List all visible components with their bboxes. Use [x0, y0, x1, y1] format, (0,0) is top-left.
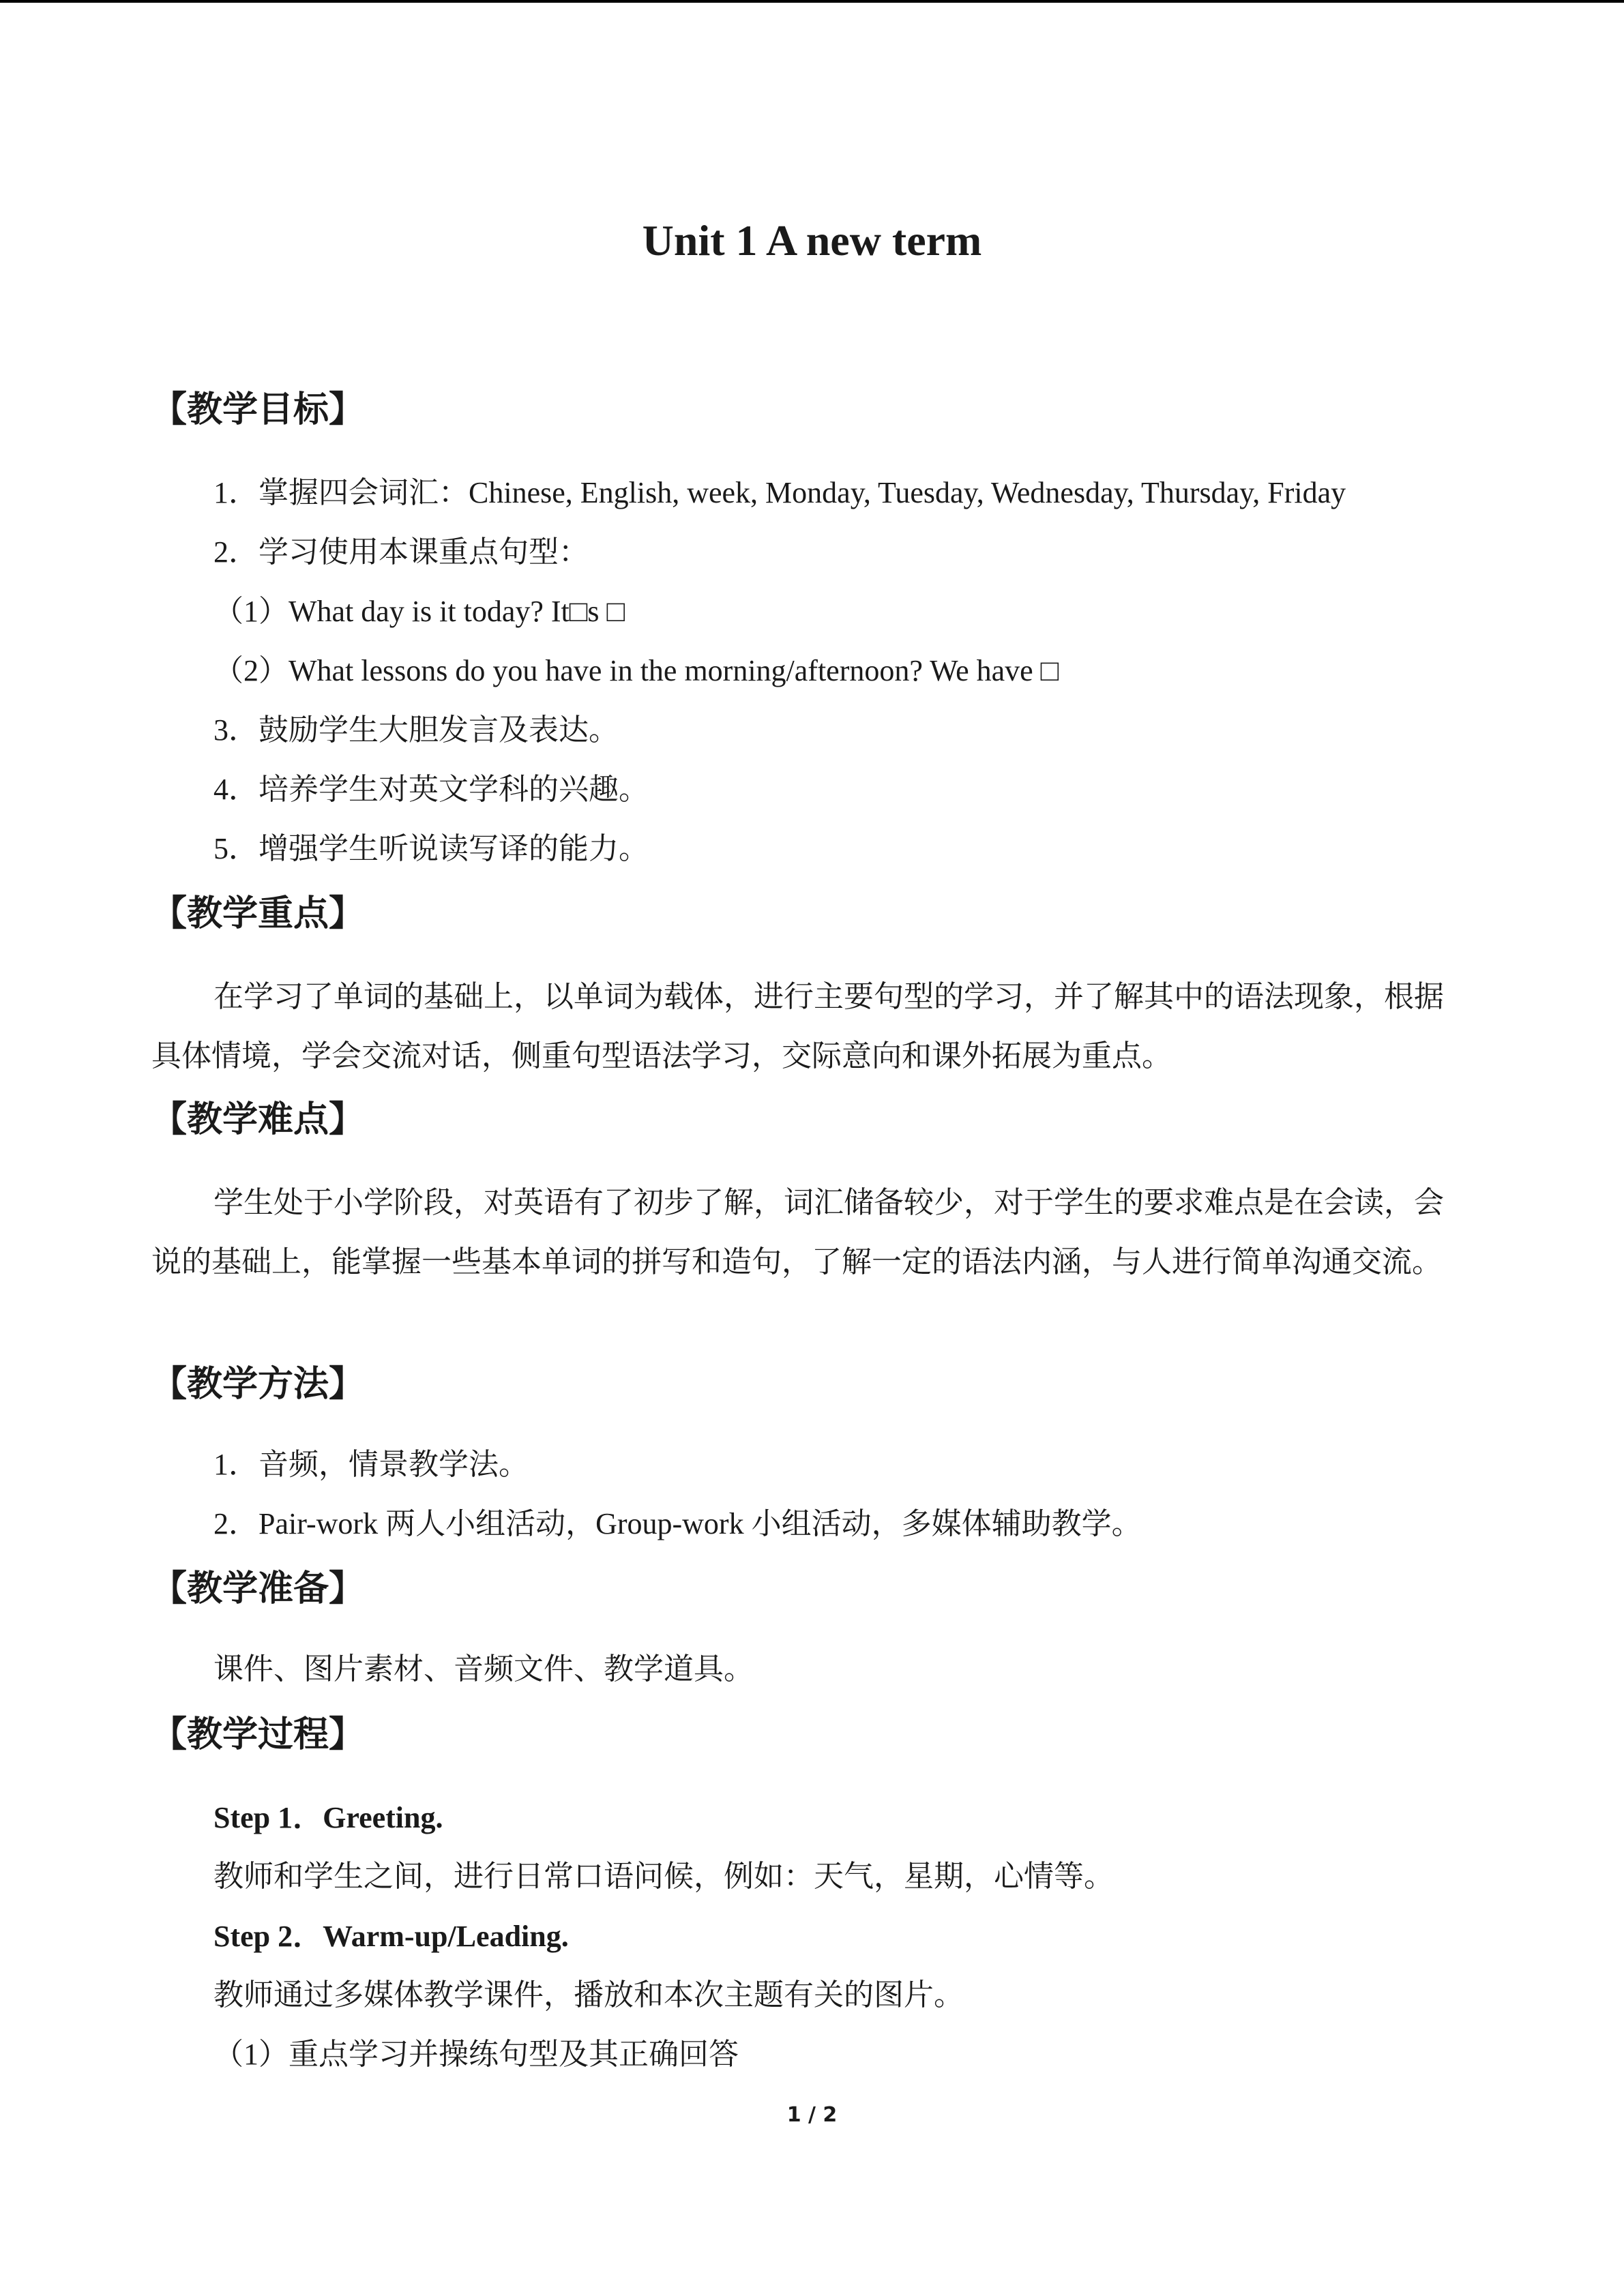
goal-item: 4．培养学生对英文学科的兴趣。 [213, 773, 649, 806]
difficulties-text: 学生处于小学阶段，对英语有了初步了解，词汇储备较少，对于学生的要求难点是在会读，会说的基础上，能掌握一些基本单词的拼写和造句，了解一定的语法内涵，与人进行简单沟通交流。 [151, 1186, 1444, 1279]
key-points-text: 在学习了单词的基础上，以单词为载体，进行主要句型的学习，并了解其中的语法现象，根据具体情境，学会交流对话，侧重句型语法学习，交际意向和课外拓展为重点。 [151, 980, 1444, 1073]
method-item: 1．音频，情景教学法。 [213, 1448, 529, 1481]
goals-heading: 【教学目标】 [151, 391, 365, 430]
preparation-text: 课件、图片素材、音频文件、教学道具。 [213, 1652, 754, 1686]
preparation-heading: 【教学准备】 [151, 1570, 365, 1609]
step2-title: Step 2．Warm-up/Leading. [213, 1920, 569, 1953]
top-border [0, 0, 1624, 3]
method-item: 2．Pair-work 两人小组活动，Group-work 小组活动，多媒体辅助教学。 [213, 1507, 1142, 1540]
page-number: 1 / 2 [786, 2103, 838, 2127]
step2-sub-item: （1）重点学习并操练句型及其正确回答 [213, 2038, 739, 2071]
methods-heading: 【教学方法】 [151, 1365, 365, 1404]
goal-item: （1）What day is it today? It□s □ [213, 595, 625, 628]
step1-title: Step 1．Greeting. [213, 1801, 443, 1834]
step1-text: 教师和学生之间，进行日常口语问候，例如：天气，星期，心情等。 [213, 1860, 1114, 1893]
step2-text: 教师通过多媒体教学课件，播放和本次主题有关的图片。 [213, 1978, 964, 2012]
goal-item: （2）What lessons do you have in the morning/afternoon? We have □ [213, 654, 1059, 687]
page-title: Unit 1 A new term [642, 216, 982, 265]
process-heading: 【教学过程】 [151, 1716, 365, 1755]
goal-item: 3．鼓励学生大胆发言及表达。 [213, 713, 619, 747]
goal-item: 5．增强学生听说读写译的能力。 [213, 832, 649, 865]
goal-item: 1．掌握四会词汇：Chinese, English, week, Monday, Tuesday, Wednesday, Thursday, Friday [213, 476, 1346, 509]
difficulties-heading: 【教学难点】 [151, 1101, 365, 1139]
goal-item: 2．学习使用本课重点句型： [213, 535, 589, 569]
key-points-heading: 【教学重点】 [151, 895, 365, 934]
